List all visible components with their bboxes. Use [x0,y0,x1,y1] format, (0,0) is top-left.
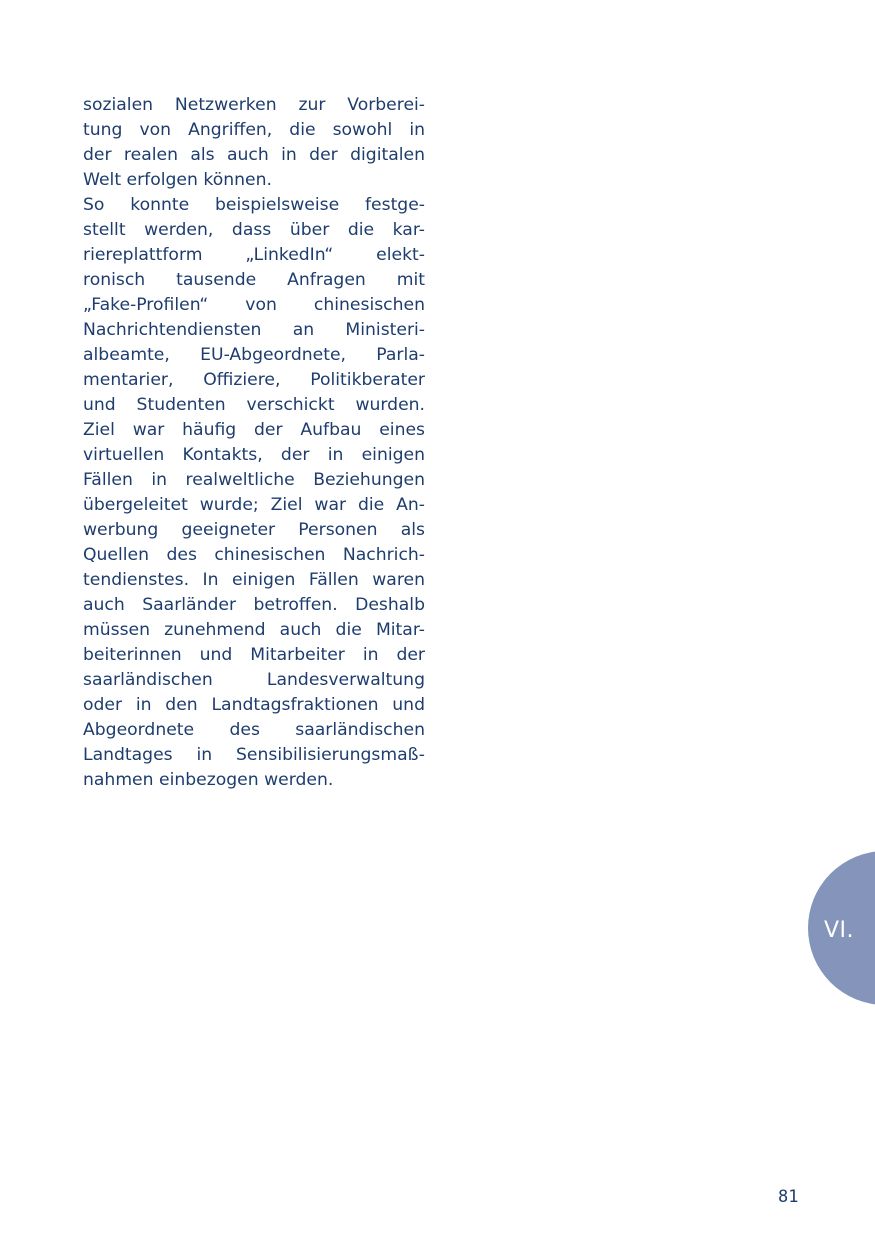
text-line: Abgeordnete des saarländischen [83,720,425,740]
text-line: oder in den Landtagsfraktionen und [83,695,425,715]
text-line: So konnte beispielsweise festge- [83,195,425,215]
text-line: riereplattform „LinkedIn“ elekt- [83,245,425,265]
text-line: Welt erfolgen können. [83,170,272,190]
text-line: und Studenten verschickt wurden. [83,395,425,415]
text-line: der realen als auch in der digitalen [83,145,425,165]
text-line: stellt werden, dass über die kar- [83,220,425,240]
text-line: Nachrichtendiensten an Ministeri- [83,320,425,340]
paragraph-2 [83,193,425,793]
text-line: nahmen einbezogen werden. [83,770,334,790]
text-line: albeamte, EU-Abgeordnete, Parla- [83,345,425,365]
text-line: werbung geeigneter Personen als [83,520,425,540]
body-text-column [83,93,425,793]
text-line: beiterinnen und Mitarbeiter in der [83,645,425,665]
page-number: 81 [778,1187,799,1207]
text-line: Ziel war häufig der Aufbau eines [83,420,425,440]
text-line: sozialen Netzwerken zur Vorberei- [83,95,425,115]
text-line: mentarier, Offiziere, Politikberater [83,370,425,390]
text-line: ronisch tausende Anfragen mit [83,270,425,290]
text-line: Quellen des chinesischen Nachrich- [83,545,425,565]
text-line: auch Saarländer betroffen. Deshalb [83,595,425,615]
chapter-label: VI. [824,918,855,943]
text-line: Fällen in realweltliche Beziehungen [83,470,425,490]
text-line: Landtages in Sensibilisierungsmaß- [83,745,425,765]
text-line: tendienstes. In einigen Fällen waren [83,570,425,590]
text-line: tung von Angriffen, die sowohl in [83,120,425,140]
text-line: virtuellen Kontakts, der in einigen [83,445,425,465]
text-line: „Fake-Profilen“ von chinesischen [83,295,425,315]
paragraph-1 [83,93,425,193]
text-line: übergeleitet wurde; Ziel war die An- [83,495,425,515]
text-line: müssen zunehmend auch die Mitar- [83,620,425,640]
text-line: saarländischen Landesverwaltung [83,670,425,690]
